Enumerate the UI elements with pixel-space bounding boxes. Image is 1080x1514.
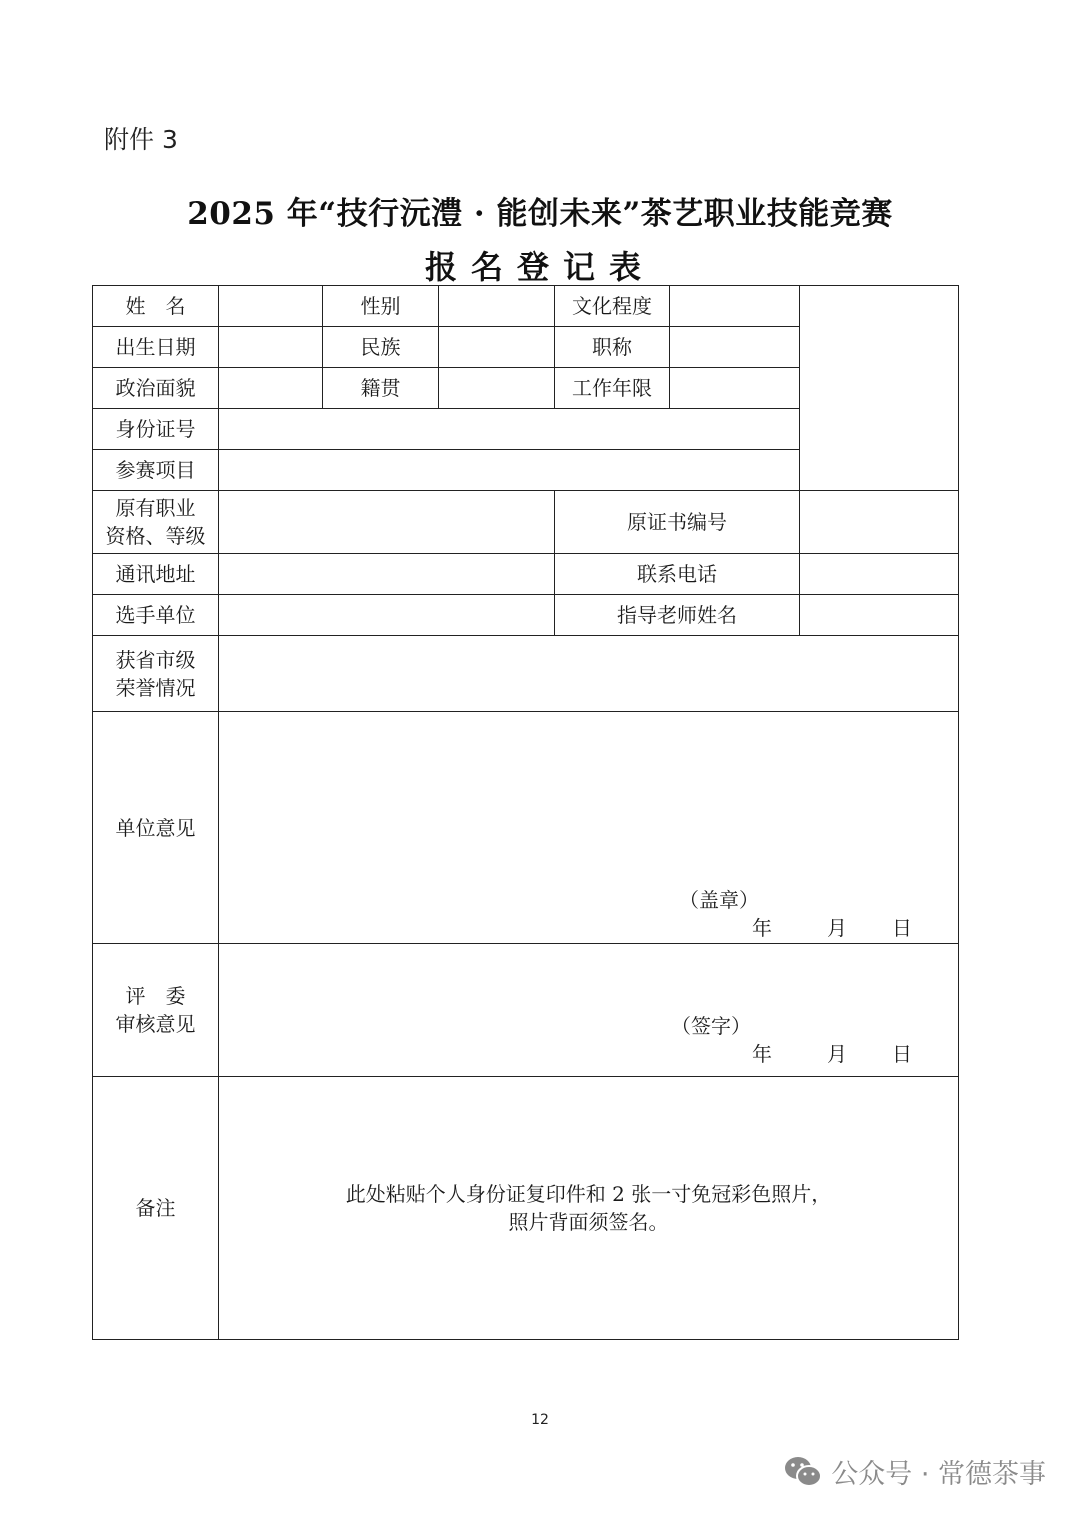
table-row [93,491,959,554]
work-years-label: 工作年限 [555,368,670,409]
gender-field[interactable] [439,286,555,327]
birth-label: 出生日期 [93,327,219,368]
event-field[interactable] [219,450,800,491]
page-number: 12 [531,1412,549,1428]
qualification-field[interactable] [219,491,555,554]
native-label: 籍贯 [323,368,439,409]
judge-label-line1: 评 委 [125,984,186,1008]
political-label: 政治面貌 [93,368,219,409]
phone-label: 联系电话 [555,554,800,595]
address-label: 通讯地址 [93,554,219,595]
remark-text-line1: 此处粘贴个人身份证复印件和 2 张一寸免冠彩色照片， [345,1182,832,1206]
title-field[interactable] [670,327,800,368]
date-month: 月 [827,1042,847,1066]
event-label: 参赛项目 [93,450,219,491]
watermark-text: 公众号 · 常德茶事 [831,1459,1046,1490]
political-field[interactable] [219,368,323,409]
id-label: 身份证号 [93,409,219,450]
qualification-label [93,491,219,554]
cert-no-label: 原证书编号 [555,491,800,554]
honors-field[interactable] [219,636,959,712]
address-field[interactable] [219,554,555,595]
education-label: 文化程度 [555,286,670,327]
sign-text: （签字） [671,1014,751,1038]
date-day: 日 [892,916,912,940]
judge-opinion-field[interactable] [219,944,959,1077]
watermark [783,1452,1046,1491]
table-row [93,636,959,712]
wechat-icon [783,1455,823,1489]
birth-field[interactable] [219,327,323,368]
attachment-label: 附件 3 [104,125,178,154]
id-field[interactable] [219,409,800,450]
table-row [93,286,959,327]
ethnicity-field[interactable] [439,327,555,368]
honors-label-line1: 获省市级 [115,647,196,672]
table-row [93,1077,959,1340]
seal-text: （盖章） [679,888,759,912]
teacher-field[interactable] [800,595,959,636]
form-subtitle: 报名登记表 [424,248,655,286]
registration-form-table [92,285,959,1340]
cert-no-field[interactable] [800,491,959,554]
judge-opinion-label [93,944,219,1077]
title-label: 职称 [555,327,670,368]
phone-field[interactable] [800,554,959,595]
unit-field[interactable] [219,595,555,636]
unit-opinion-label: 单位意见 [93,712,219,944]
teacher-label: 指导老师姓名 [555,595,800,636]
date-year: 年 [752,916,772,940]
name-label: 姓 名 [93,286,219,327]
date-month: 月 [827,916,847,940]
honors-label-line2: 荣誉情况 [115,675,196,700]
ethnicity-label: 民族 [323,327,439,368]
work-years-field[interactable] [670,368,800,409]
date-day: 日 [892,1042,912,1066]
table-row [93,595,959,636]
gender-label: 性别 [323,286,439,327]
form-title: 2025 年“技行沅澧 · 能创未来”茶艺职业技能竞赛 [187,196,893,232]
table-row [93,944,959,1077]
education-field[interactable] [670,286,800,327]
table-row [93,712,959,944]
native-field[interactable] [439,368,555,409]
name-field[interactable] [219,286,323,327]
judge-opinion-date [749,1040,949,1068]
qualification-label-line2: 资格、等级 [105,524,206,548]
remark-label: 备注 [93,1077,219,1340]
remark-text-line2: 照片背面须签名。 [508,1210,669,1234]
honors-label [93,636,219,712]
judge-label-line2: 审核意见 [115,1012,196,1036]
date-year: 年 [752,1042,772,1066]
table-row [93,554,959,595]
remark-field[interactable] [219,1077,959,1340]
qualification-label-line1: 原有职业 [115,496,196,520]
unit-label: 选手单位 [93,595,219,636]
unit-opinion-date [749,914,949,942]
photo-area[interactable] [800,286,959,491]
unit-opinion-field[interactable] [219,712,959,944]
